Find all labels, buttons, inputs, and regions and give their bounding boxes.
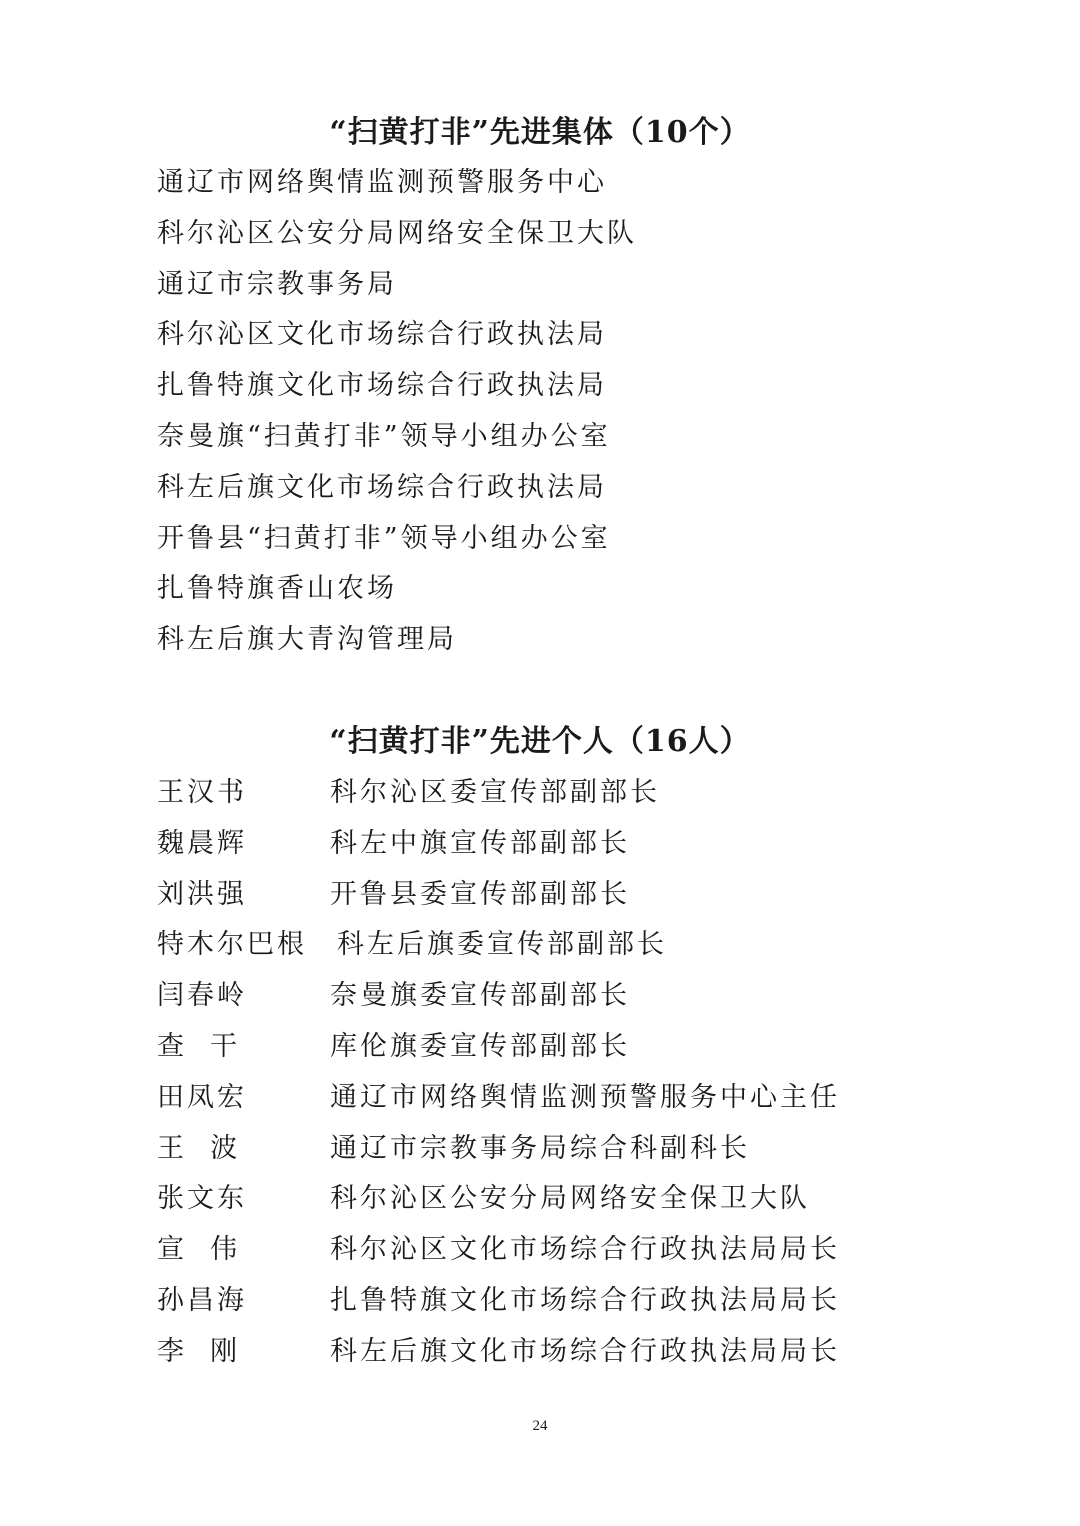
individual-position: 通辽市网络舆情监测预警服务中心主任 — [330, 1081, 840, 1113]
individual-section-title: “扫黄打非”先进个人（16人） — [329, 724, 751, 759]
individual-position: 库伦旗委宣传部副部长 — [330, 1030, 630, 1062]
individual-name: 宣 伟 — [157, 1234, 241, 1266]
individual-name: 闫春岭 — [157, 980, 247, 1012]
collective-item: 扎鲁特旗香山农场 — [157, 573, 397, 605]
individual-row — [157, 976, 840, 1027]
individual-position: 科尔沁区公安分局网络安全保卫大队 — [330, 1183, 810, 1215]
collective-item: 科左后旗文化市场综合行政执法局 — [157, 471, 607, 503]
individual-name: 李 刚 — [157, 1335, 241, 1367]
individual-name: 王 波 — [157, 1132, 241, 1164]
individual-position: 奈曼旗委宣传部副部长 — [330, 980, 630, 1012]
collective-item: 开鲁县“扫黄打非”领导小组办公室 — [157, 522, 611, 554]
individual-name: 张文东 — [157, 1183, 247, 1215]
individual-position: 科尔沁区文化市场综合行政执法局局长 — [330, 1234, 840, 1266]
collective-item: 科左后旗大青沟管理局 — [157, 624, 457, 656]
collective-item: 奈曼旗“扫黄打非”领导小组办公室 — [157, 420, 611, 452]
individual-row — [157, 875, 840, 926]
page-number: 24 — [532, 1418, 548, 1434]
collective-item: 通辽市宗教事务局 — [157, 268, 397, 300]
collective-list — [157, 163, 637, 671]
individual-name: 魏晨辉 — [157, 827, 247, 859]
collective-item: 通辽市网络舆情监测预警服务中心 — [157, 167, 607, 198]
individual-row — [157, 824, 840, 875]
individual-name: 王汉书 — [157, 777, 247, 808]
individual-row — [157, 773, 840, 824]
collective-section-title: “扫黄打非”先进集体（10个） — [329, 115, 751, 150]
individual-row — [157, 1332, 840, 1383]
individual-position: 科左后旗委宣传部副部长 — [337, 929, 667, 961]
individual-position: 通辽市宗教事务局综合科副科长 — [330, 1132, 750, 1164]
individual-position: 科左中旗宣传部副部长 — [330, 827, 630, 859]
individual-name: 孙昌海 — [157, 1284, 247, 1316]
individual-list — [157, 773, 840, 1383]
individual-name: 查 干 — [157, 1030, 241, 1062]
individual-row — [157, 1078, 840, 1129]
individual-name: 田凤宏 — [157, 1081, 247, 1113]
individual-name: 特木尔巴根 — [157, 929, 307, 961]
individual-position: 扎鲁特旗文化市场综合行政执法局局长 — [330, 1284, 840, 1316]
individual-position: 科左后旗文化市场综合行政执法局局长 — [330, 1335, 840, 1367]
individual-row — [157, 1230, 840, 1281]
individual-row — [157, 1027, 840, 1078]
individual-position: 科尔沁区委宣传部副部长 — [330, 777, 660, 808]
individual-position: 开鲁县委宣传部副部长 — [330, 878, 630, 910]
individual-row — [157, 1281, 840, 1332]
collective-item: 科尔沁区文化市场综合行政执法局 — [157, 319, 607, 351]
individual-row — [157, 1129, 840, 1180]
collective-item: 扎鲁特旗文化市场综合行政执法局 — [157, 370, 607, 402]
individual-row — [157, 1179, 840, 1230]
collective-item: 科尔沁区公安分局网络安全保卫大队 — [157, 217, 637, 249]
individual-row — [157, 925, 840, 976]
individual-name: 刘洪强 — [157, 878, 247, 910]
